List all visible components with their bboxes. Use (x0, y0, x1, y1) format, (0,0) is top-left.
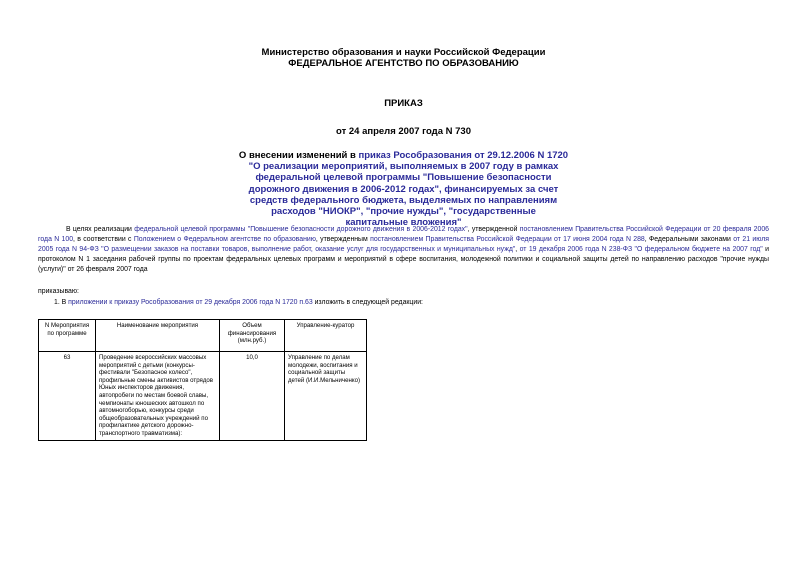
cell-amount: 10,0 (220, 352, 285, 441)
subject-line-1 (0, 150, 807, 161)
col-header-amount: Объем финансирования (млн.руб.) (220, 320, 285, 352)
cell-number: 63 (39, 352, 96, 441)
subject-prefix: О внесении изменений в (238, 150, 356, 161)
subject-line[interactable]: дорожного движения в 2006-2012 годах", финансируемых за счет (248, 183, 559, 195)
doc-type: ПРИКАЗ (384, 98, 423, 109)
text: , Федеральными законами (644, 235, 734, 243)
subject-line[interactable]: средств федерального бюджета, выделяемых по направлениям (249, 194, 558, 206)
subject-line[interactable]: расходов "НИОКР", "прочие нужды", "государственные (271, 206, 536, 218)
appendix-link[interactable]: приложении к приказу Рособразования от 29 декабря 2006 года N 1720 п.63 (68, 299, 313, 306)
col-header-curator: Управление-куратор (285, 320, 367, 352)
agency-name: ФЕДЕРАЛЬНОЕ АГЕНТСТВО ПО ОБРАЗОВАНИЮ (288, 58, 519, 69)
table-header-row (39, 320, 367, 352)
order-word: приказываю: (38, 288, 79, 295)
text: , утвержденным (315, 235, 371, 243)
government-decree-link[interactable]: постановлением Правительства Российской Федерации от 20 февраля 2006 года N 100 (38, 226, 769, 243)
doc-date: от 24 апреля 2007 года N 730 (336, 126, 471, 137)
preamble-paragraph (38, 225, 769, 275)
ministry-name: Министерство образования и науки Российской Федерации (261, 47, 546, 58)
text: , (515, 245, 520, 253)
text: , утвержденной (467, 226, 520, 233)
text: и протоколом N 1 заседания рабочей группы по проектам федеральных целевых программ и мероприятий в сфере воспитания, молодежной политики и социальной защиты детей по направлению расходов "прочие нужды (услуги)" от 26 февраля 2007 года (38, 245, 769, 273)
cell-curator: Управление по делам молодежи, воспитания и социальной защиты детей (И.И.Мельниченко) (285, 352, 367, 441)
subject-line[interactable]: капитальные вложения" (345, 217, 462, 229)
text: В целях реализации (66, 226, 135, 233)
col-header-number: N Мероприятия по программе (39, 320, 96, 352)
text: изложить в следующей редакции: (312, 299, 423, 306)
cell-name: Проведение всероссийских массовых мероприятий с детьми (конкурсы-фестивали "Безопасное колесо", профильные смены активистов отрядов Юных инспекторов движения, автопробеги по местам боевой славы, чемпионаты юношеских автошкол по автомногоборью, конкурсы среди общеобразовательных учреждений по профилактике детского дорожно-транспортного травматизма): (96, 352, 220, 441)
table-row (39, 352, 367, 441)
text: 1. В (54, 299, 69, 306)
law-238-link[interactable]: от 19 декабря 2006 года N 238-ФЗ "О федеральном бюджете на 2007 год" (519, 245, 763, 253)
doc-subject (0, 150, 807, 228)
measures-table (38, 319, 367, 441)
col-header-name: Наименование мероприятия (96, 320, 220, 352)
subject-line[interactable]: "О реализации мероприятий, выполняемых в 2007 году в рамках (248, 161, 559, 173)
item-1-paragraph (38, 298, 769, 308)
subject-link[interactable]: приказ Рособразования от 29.12.2006 N 1720 (358, 150, 569, 161)
program-link[interactable]: федеральной целевой программы "Повышение безопасности дорожного движения в 2006-2012 годах" (134, 226, 468, 233)
law-94-link[interactable]: от 21 июля 2005 года N 94-ФЗ "О размещении заказов на поставки товаров, выполнение работ, оказание услуг для государственных и муниципальных нужд" (38, 235, 770, 253)
regulation-link[interactable]: Положением о Федеральном агентстве по образованию (133, 235, 316, 243)
subject-line[interactable]: федеральной целевой программы "Повышение безопасности (255, 172, 552, 184)
text: , в соответствии с (73, 235, 134, 243)
decree-288-link[interactable]: постановлением Правительства Российской Федерации от 17 июня 2004 года N 288 (370, 235, 645, 243)
document-header (0, 47, 807, 69)
